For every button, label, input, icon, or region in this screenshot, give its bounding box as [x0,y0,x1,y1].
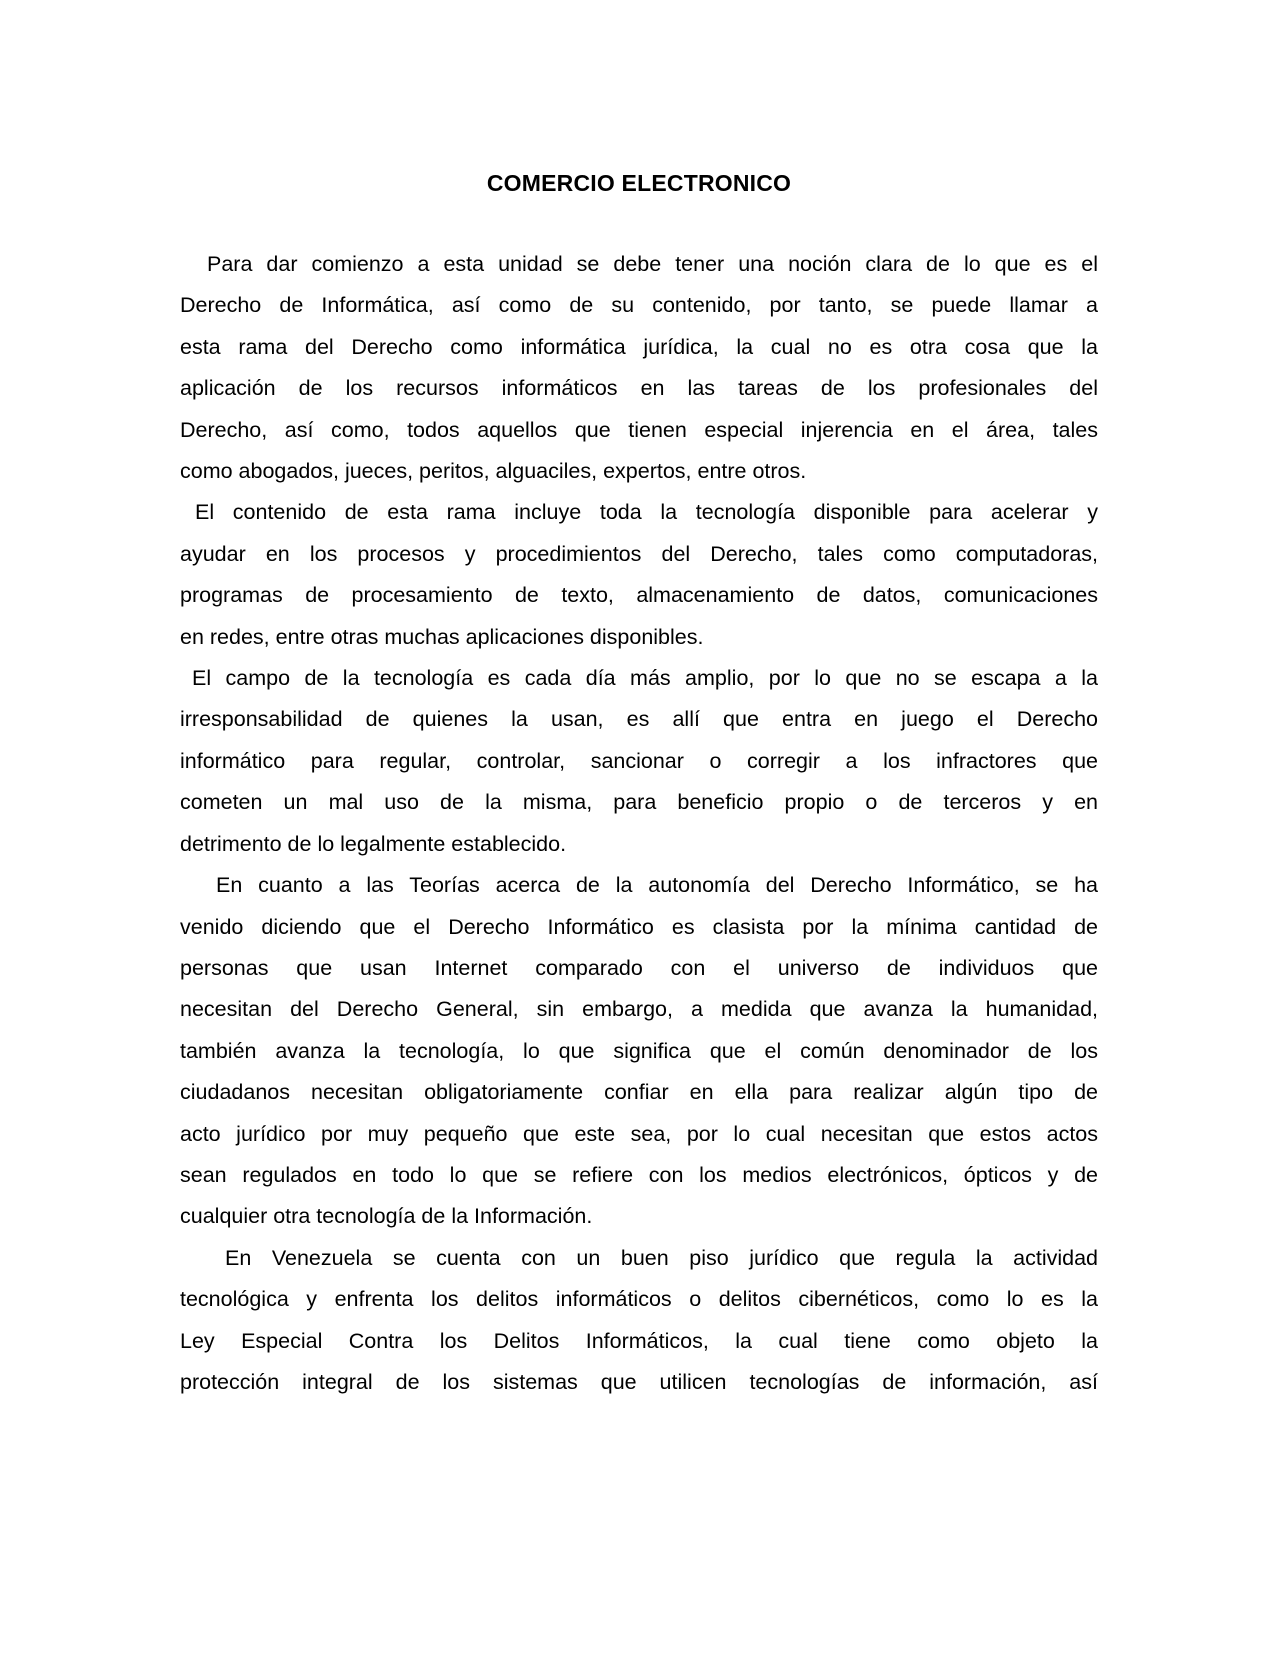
paragraph-3-line-2: irresponsabilidad de quienes la usan, es allí que entra en juego el Derecho [180,707,1098,732]
paragraph-4-line-4: necesitan del Derecho General, sin embargo, a medida que avanza la humanidad, [180,997,1098,1022]
paragraph-2-line-3: programas de procesamiento de texto, almacenamiento de datos, comunicaciones [180,583,1098,608]
paragraph-1-line-5: Derecho, así como, todos aquellos que tienen especial injerencia en el área, tales [180,417,1098,442]
paragraph-2-line-1: El contenido de esta rama incluye toda la tecnología disponible para acelerar y [195,500,1098,525]
paragraph-3-line-5: detrimento de lo legalmente establecido. [180,831,567,856]
paragraph-5-line-4: protección integral de los sistemas que utilicen tecnologías de información, así [180,1369,1098,1394]
paragraph-1-line-2: Derecho de Informática, así como de su contenido, por tanto, se puede llamar a [180,293,1098,318]
paragraph-1-line-3: esta rama del Derecho como informática jurídica, la cual no es otra cosa que la [180,334,1098,359]
paragraph-3-line-1: El campo de la tecnología es cada día más amplio, por lo que no se escapa a la [192,666,1098,691]
paragraph-3-line-4: cometen un mal uso de la misma, para beneficio propio o de terceros y en [180,790,1098,815]
paragraph-5-line-1: En Venezuela se cuenta con un buen piso jurídico que regula la actividad [225,1245,1098,1270]
document-body [180,244,1098,1403]
paragraph-2-line-4: en redes, entre otras muchas aplicaciones disponibles. [180,624,704,649]
paragraph-1-line-1: Para dar comienzo a esta unidad se debe tener una noción clara de lo que es el [207,252,1098,276]
paragraph-5-line-3: Ley Especial Contra los Delitos Informáticos, la cual tiene como objeto la [180,1328,1098,1353]
paragraph-4-line-3: personas que usan Internet comparado con el universo de individuos que [180,955,1098,980]
paragraph-2-line-2: ayudar en los procesos y procedimientos del Derecho, tales como computadoras, [180,541,1098,566]
paragraph-5-line-2: tecnológica y enfrenta los delitos informáticos o delitos cibernéticos, como lo es la [180,1287,1098,1312]
paragraph-4-line-8: sean regulados en todo lo que se refiere con los medios electrónicos, ópticos y de [180,1162,1098,1187]
paragraph-4-line-5: también avanza la tecnología, lo que significa que el común denominador de los [180,1038,1098,1063]
document-title: COMERCIO ELECTRONICO [486,170,792,196]
paragraph-4-line-7: acto jurídico por muy pequeño que este sea, por lo cual necesitan que estos actos [180,1121,1098,1146]
paragraph-4-line-1: En cuanto a las Teorías acerca de la autonomía del Derecho Informático, se ha [216,873,1098,898]
paragraph-4-line-9: cualquier otra tecnología de la Información. [180,1204,593,1229]
paragraph-4-line-2: venido diciendo que el Derecho Informático es clasista por la mínima cantidad de [180,914,1098,939]
paragraph-3-line-3: informático para regular, controlar, sancionar o corregir a los infractores que [180,748,1098,773]
paragraph-4-line-6: ciudadanos necesitan obligatoriamente confiar en ella para realizar algún tipo de [180,1080,1098,1105]
paragraph-1-line-4: aplicación de los recursos informáticos en las tareas de los profesionales del [180,376,1098,401]
paragraph-1-line-6: como abogados, jueces, peritos, alguaciles, expertos, entre otros. [180,459,807,484]
